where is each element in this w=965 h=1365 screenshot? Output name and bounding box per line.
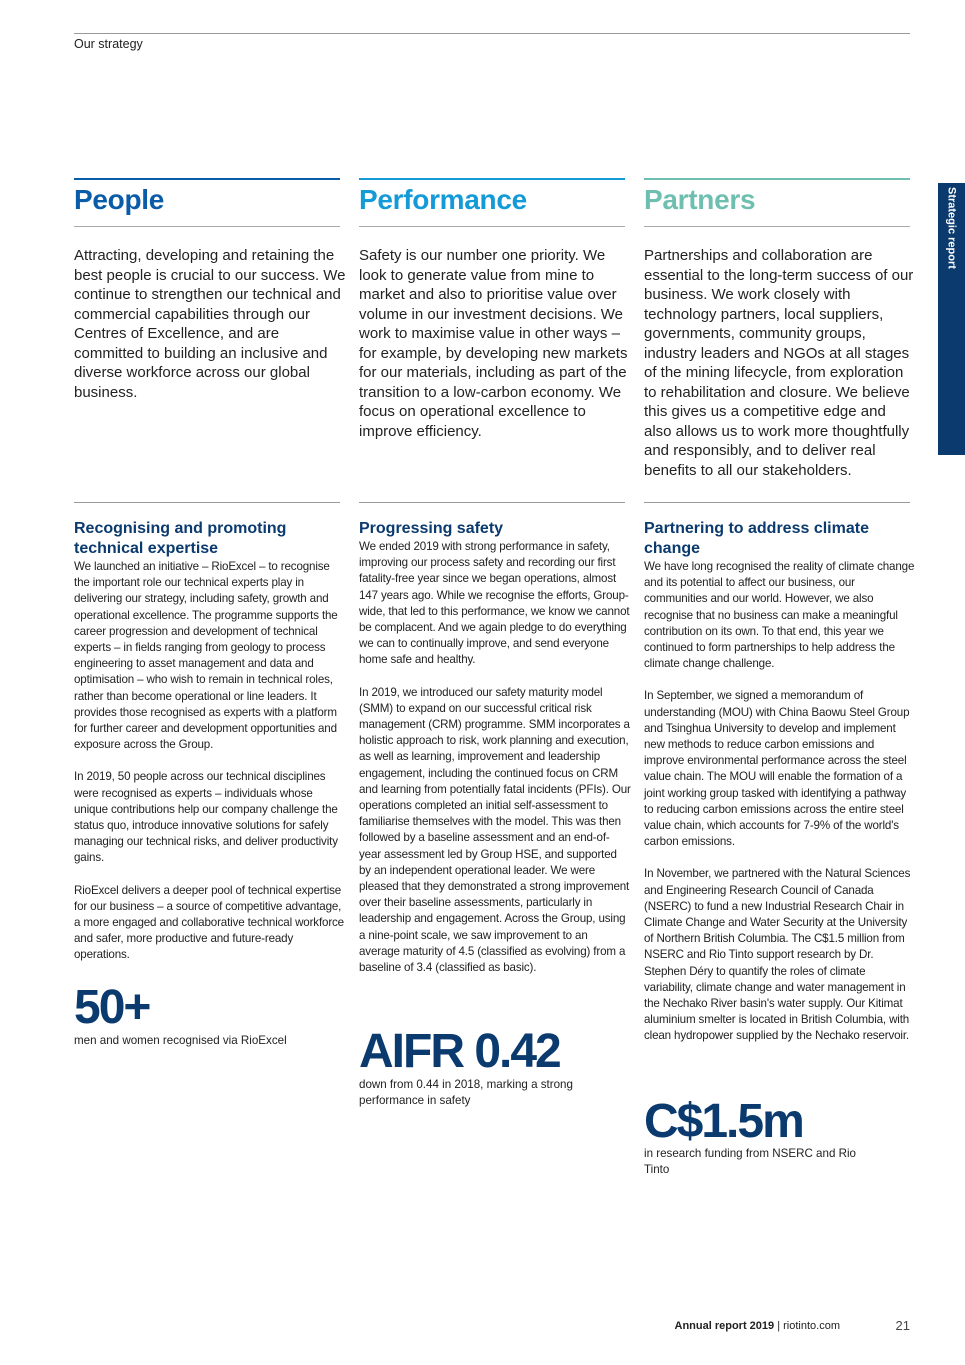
performance-subtitle: Progressing safety [359,520,504,537]
partners-title-rule [644,226,910,227]
partners-body [644,559,916,1061]
people-body [74,559,346,980]
partners-top-rule [644,178,910,180]
people-top-rule [74,178,340,180]
performance-paragraph: We ended 2019 with strong performance in safety, improving our process safety and recording our first fatality-free year since we began operations, almost 147 years ago. While we recognise the efforts, Group-wide, that led to this performance, we know we cannot be complacent. And we again pledge to do everything we can to continually improve, and send everyone home safe and healthy. [359,540,630,667]
side-tab [938,183,965,455]
footer-site[interactable]: riotinto.com [783,1320,840,1332]
footer-separator: | [777,1320,781,1332]
performance-top-rule [359,178,625,180]
people-paragraph: We launched an initiative – RioExcel – to recognise the important role our technical experts play in delivering our strategy, including safety, growth and operational excellence. The programme supports the career progression and development of technical experts – in fields ranging from geology to process engineering to asset management and data and optimisation – who wish to remain in technical roles, rather than become operational or line leaders. It provides those recognised as experts with a platform for further career and development opportunities and exposure across the Group. [74,560,338,752]
performance-stat-caption: down from 0.44 in 2018, marking a strong performance in safety [359,1078,573,1107]
footer [660,1320,840,1332]
people-stat: 50+ [74,981,150,1034]
people-paragraph: RioExcel delivers a deeper pool of technical expertise for our business – a source of competitive advantage, a more engaged and collaborative technical workforce and safer, more productive and future-ready operations. [74,883,344,962]
performance-title: Performance [359,184,527,215]
people-paragraph: In 2019, 50 people across our technical disciplines were recognised as experts – individuals whose unique contributions help our company challenge the status quo, introduce innovative solutions for safely managing our technical risks, and deliver productivity gains. [74,770,338,865]
partners-paragraph: In September, we signed a memorandum of understanding (MOU) with China Baowu Steel Group and Tsinghua University to develop and implement new methods to reduce carbon emissions and improve environmental performance across the steel value chain. The MOU will enable the formation of a joint working group tasked with identifying a pathway to reducing carbon emissions across the entire steel value chain, which accounts for 7-9% of the world's carbon emissions. [644,689,910,849]
footer-report: Annual report 2019 [674,1320,775,1332]
page-number: 21 [895,1318,910,1333]
performance-stat: AIFR 0.42 [359,1025,560,1078]
partners-paragraph: We have long recognised the reality of climate change and its potential to affect our business, our communities and our world. However, we also recognise that no business can make a meaningful contribution on its own. To that end, this year we continued to form partnerships to help address the climate change challenge. [644,560,915,671]
partners-section-rule [644,502,910,503]
people-subtitle: Recognising and promoting technical expertise [74,520,287,557]
header-rule [74,33,910,34]
side-tab-label: Strategic report [945,187,958,269]
partners-subtitle: Partnering to address climate change [644,520,869,557]
partners-stat-caption: in research funding from NSERC and Rio Tinto [644,1147,857,1176]
performance-section-rule [359,502,625,503]
people-section-rule [74,502,340,503]
performance-body [359,539,631,992]
performance-paragraph: In 2019, we introduced our safety maturity model (SMM) to expand on our successful critical risk management (CRM) programme. SMM incorporates a holistic approach to risk, work planning and execution, as well as learning, improvement and leadership engagement, including the continued focus on CRM and learning from potentially fatal incidents (PFIs). Our operations completed an initial self-assessment to familiarise themselves with the model. This was then followed by a baseline assessment and an end-of-year assessment led by Group HSE, and supported by an independent operational leader. We were pleased that they demonstrated a strong improvement over their baseline assessments, particularly in leadership and engagement. Across the Group, using a nine-point scale, we saw improvement to an average maturity of 4.5 (classified as evolving) from a baseline of 3.4 (classified as basic). [359,685,631,975]
people-title: People [74,184,165,215]
partners-title: Partners [644,184,756,215]
people-stat-caption: men and women recognised via RioExcel [74,1034,287,1047]
performance-title-rule [359,226,625,227]
section-label: Our strategy [74,37,143,51]
partners-stat: C$1.5m [644,1095,803,1148]
performance-intro: Safety is our number one priority. We look to generate value from mine to market and also to prioritise value over volume in our investment decisions. We work to maximise value in other ways – for example, by developing new markets for our materials, including as part of the transition to a low-carbon economy. We focus on operational excellence to improve efficiency. [359,247,628,440]
partners-intro: Partnerships and collaboration are essential to the long-term success of our business. We work closely with technology partners, local suppliers, governments, community groups, industry leaders and NGOs at all stages of the mining lifecycle, from exploration to rehabilitation and closure. We believe this gives us a competitive edge and also allows us to work more thoughtfully and responsibly, and to deliver real benefits to all our stakeholders. [644,247,914,479]
people-intro: Attracting, developing and retaining the best people is crucial to our success. We continue to strengthen our technical and commercial capabilities through our Centres of Excellence, and are committed to building an inclusive and diverse workforce across our global business. [74,247,346,401]
people-title-rule [74,226,340,227]
partners-paragraph: In November, we partnered with the Natural Sciences and Engineering Research Council of Canada (NSERC) to fund a new Industrial Research Chair in Climate Change and Water Security at the University of Northern British Columbia. The C$1.5 million from NSERC and Rio Tinto support research by Dr. Stephen Déry to quantify the roles of climate variability, climate change and water management in the Nechako River basin's water supply. Our Kitimat aluminium smelter is located in British Columbia, with clean hydropower supplied by the Nechako reservoir. [644,867,911,1043]
